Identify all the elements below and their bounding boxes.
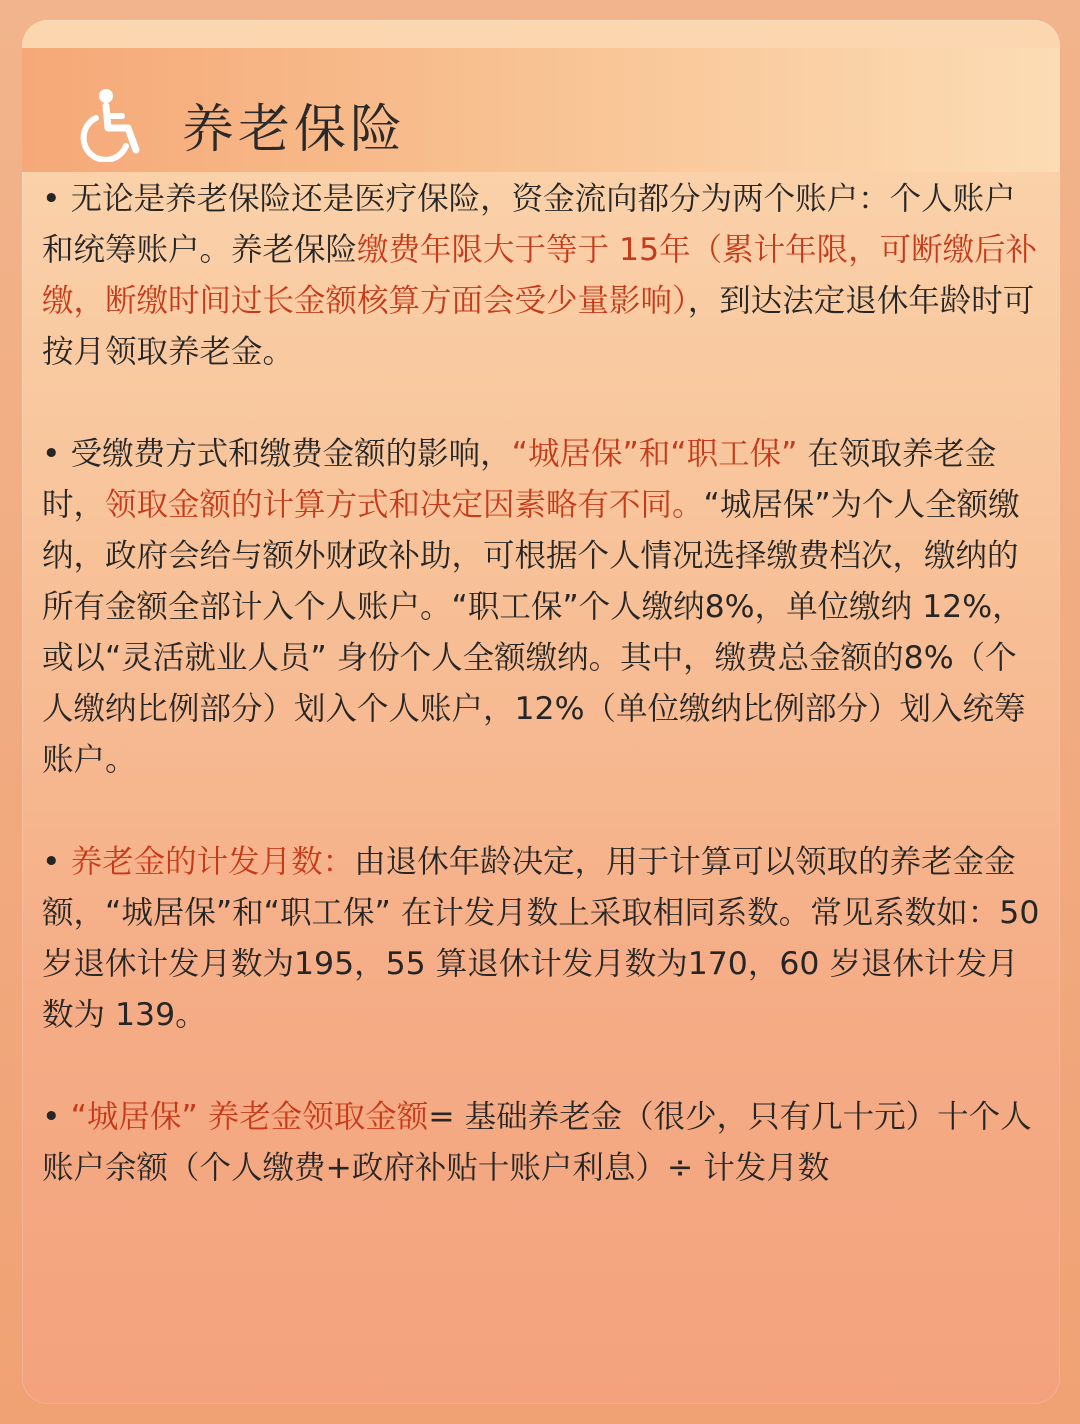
highlight-text: “城居保”和“职工保”: [511, 436, 798, 472]
paragraph-2: [42, 429, 1042, 786]
paragraph-text: 受缴费方式和缴费金额的影响，: [70, 436, 512, 472]
highlight-text: “城居保” 养老金领取金额: [70, 1099, 429, 1135]
highlight-text: 养老金的计发月数：: [70, 844, 355, 880]
paragraph-1: [42, 174, 1042, 378]
paragraph-4: [42, 1092, 1042, 1194]
paragraph-text: 无论是养老保险还是医疗保险，资金流向都分为两个账户：个人账户和统筹账户。养老保险: [42, 181, 1016, 268]
paragraph-text: = 基础养老金（很少，只有几十元）十个人账户余额（个人缴费+政府补贴十账户利息）÷ 计发月数: [42, 1099, 1032, 1186]
paragraph-text: ，到达法定退休年龄时可按月领取养老金。: [42, 283, 1035, 370]
bullet: •: [42, 436, 61, 472]
paragraph-text: “城居保”为个人全额缴纳，政府会给与额外财政补助，可根据个人情况选择缴费档次，缴纳的所有金额全部计入个人账户。“职工保”个人缴纳8%，单位缴纳 12%，或以“灵活就业人员” 身份个人全额缴纳。其中，缴费总金额的8%（个人缴纳比例部分）划入个人账户，12%（单位缴纳比例部分）划入统筹账户。: [42, 487, 1026, 778]
paragraph-text: 在领取养老金时，: [42, 436, 997, 523]
bullet: •: [42, 844, 61, 880]
article-body: [42, 174, 1042, 1245]
bullet: •: [42, 181, 61, 217]
paragraph-3: [42, 837, 1042, 1041]
content-card: [22, 20, 1060, 1404]
page-title: 养老保险: [182, 100, 407, 160]
bullet: •: [42, 1099, 61, 1135]
wheelchair-icon: [76, 88, 148, 162]
highlight-text: 领取金额的计算方式和决定因素略有不同。: [105, 487, 704, 523]
highlight-text: 缴费年限大于等于 15年（累计年限，可断缴后补缴，断缴时间过长金额核算方面会受少量影响）: [42, 232, 1038, 319]
header-band: [22, 48, 1060, 172]
paragraph-text: 由退休年龄决定，用于计算可以领取的养老金金额，“城居保”和“职工保” 在计发月数上采取相同系数。常见系数如：50 岁退休计发月数为195，55 算退休计发月数为170，60 岁退休计发月数为 139。: [42, 844, 1040, 1033]
